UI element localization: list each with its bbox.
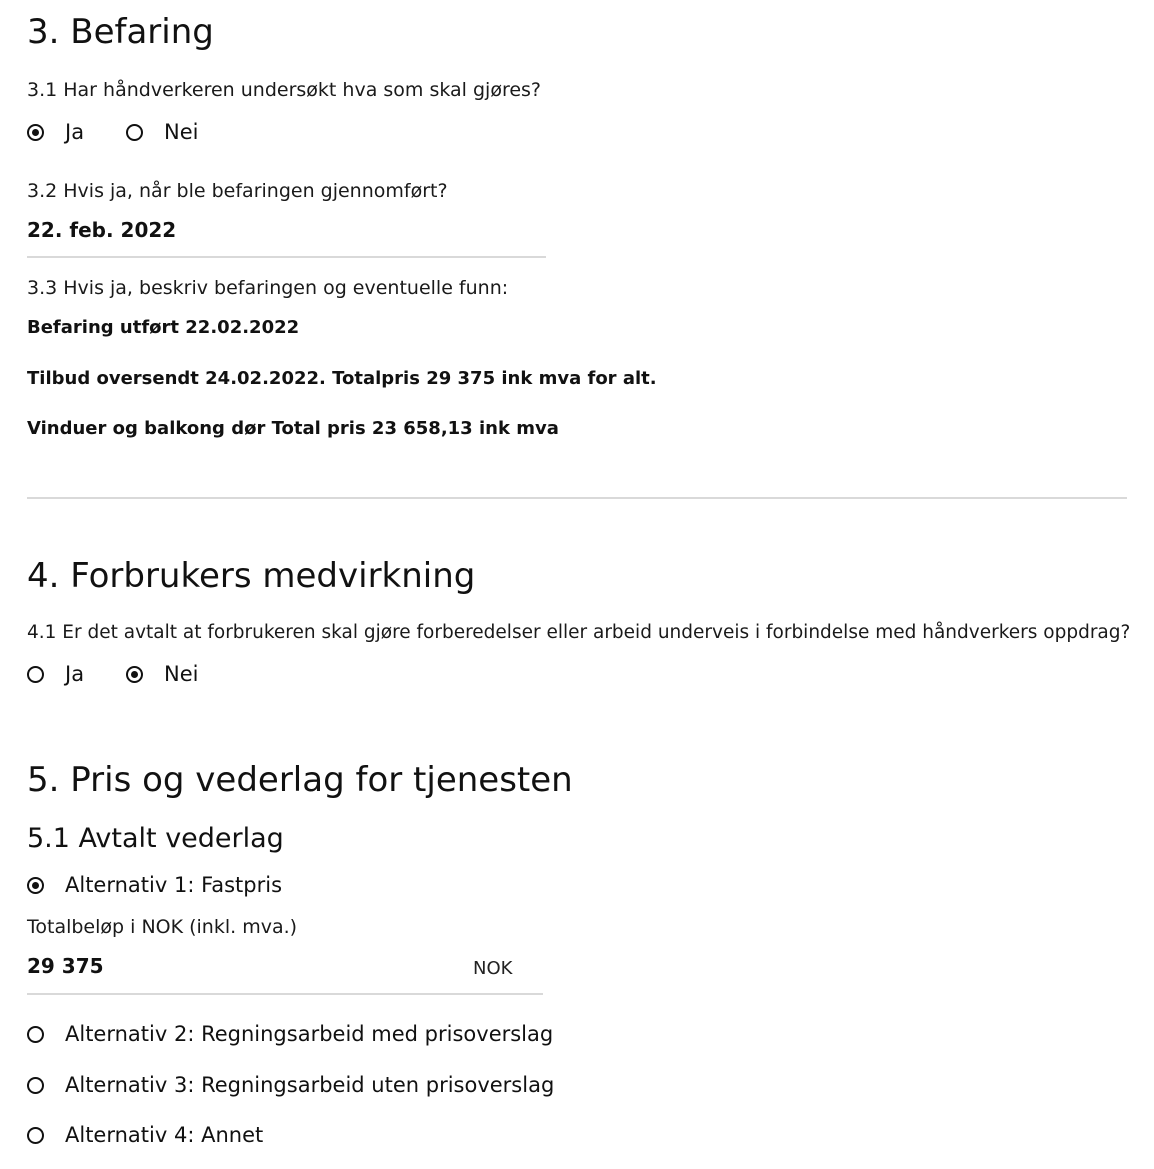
radio-checked-icon xyxy=(27,124,44,141)
befaring-description-line: Tilbud oversendt 24.02.2022. Totalpris 29 375 ink mva for alt. xyxy=(27,368,657,389)
radio-label: Ja xyxy=(65,120,85,144)
section-5-title: 5. Pris og vederlag for tjenesten xyxy=(27,760,573,800)
befaring-date-value[interactable]: 22. feb. 2022 xyxy=(27,218,177,242)
radio-3-1-nei[interactable] xyxy=(126,117,198,147)
radio-4-1-nei[interactable] xyxy=(126,659,198,689)
amount-field-underline xyxy=(27,993,543,995)
radio-label: Alternativ 4: Annet xyxy=(65,1123,264,1147)
radio-label: Ja xyxy=(65,662,85,686)
radio-checked-icon xyxy=(126,666,143,683)
date-field-underline xyxy=(27,256,546,258)
section-4-title: 4. Forbrukers medvirkning xyxy=(27,556,476,596)
description-field-underline xyxy=(27,497,1127,499)
radio-unchecked-icon xyxy=(27,666,44,683)
radio-unchecked-icon xyxy=(27,1026,44,1043)
radio-unchecked-icon xyxy=(126,124,143,141)
radio-label: Nei xyxy=(164,662,199,686)
amount-label: Totalbeløp i NOK (inkl. mva.) xyxy=(27,916,298,938)
question-4-1-label: 4.1 Er det avtalt at forbrukeren skal gjøre forberedelser eller arbeid underveis i forbindelse med håndverkers oppdrag? xyxy=(27,622,1131,643)
section-5-1-subtitle: 5.1 Avtalt vederlag xyxy=(27,823,284,854)
befaring-description-line: Befaring utført 22.02.2022 xyxy=(27,317,300,338)
befaring-description-line: Vinduer og balkong dør Total pris 23 658,13 ink mva xyxy=(27,418,559,439)
currency-suffix: NOK xyxy=(473,958,513,979)
radio-label: Alternativ 3: Regningsarbeid uten prisoverslag xyxy=(65,1073,555,1097)
radio-checked-icon xyxy=(27,877,44,894)
radio-4-1-ja[interactable] xyxy=(27,659,84,689)
section-3-title: 3. Befaring xyxy=(27,12,214,52)
radio-alternativ-1[interactable] xyxy=(27,870,282,900)
radio-label: Nei xyxy=(164,120,199,144)
question-3-3-label: 3.3 Hvis ja, beskriv befaringen og eventuelle funn: xyxy=(27,277,509,299)
amount-value[interactable]: 29 375 xyxy=(27,954,104,978)
radio-label: Alternativ 2: Regningsarbeid med prisoverslag xyxy=(65,1022,554,1046)
radio-label: Alternativ 1: Fastpris xyxy=(65,873,283,897)
question-3-1-label: 3.1 Har håndverkeren undersøkt hva som skal gjøres? xyxy=(27,79,542,101)
radio-alternativ-2[interactable] xyxy=(27,1019,553,1049)
radio-unchecked-icon xyxy=(27,1127,44,1144)
radio-3-1-ja[interactable] xyxy=(27,117,84,147)
radio-alternativ-3[interactable] xyxy=(27,1070,554,1100)
radio-alternativ-4[interactable] xyxy=(27,1120,263,1150)
radio-unchecked-icon xyxy=(27,1077,44,1094)
question-3-2-label: 3.2 Hvis ja, når ble befaringen gjennomført? xyxy=(27,180,448,202)
